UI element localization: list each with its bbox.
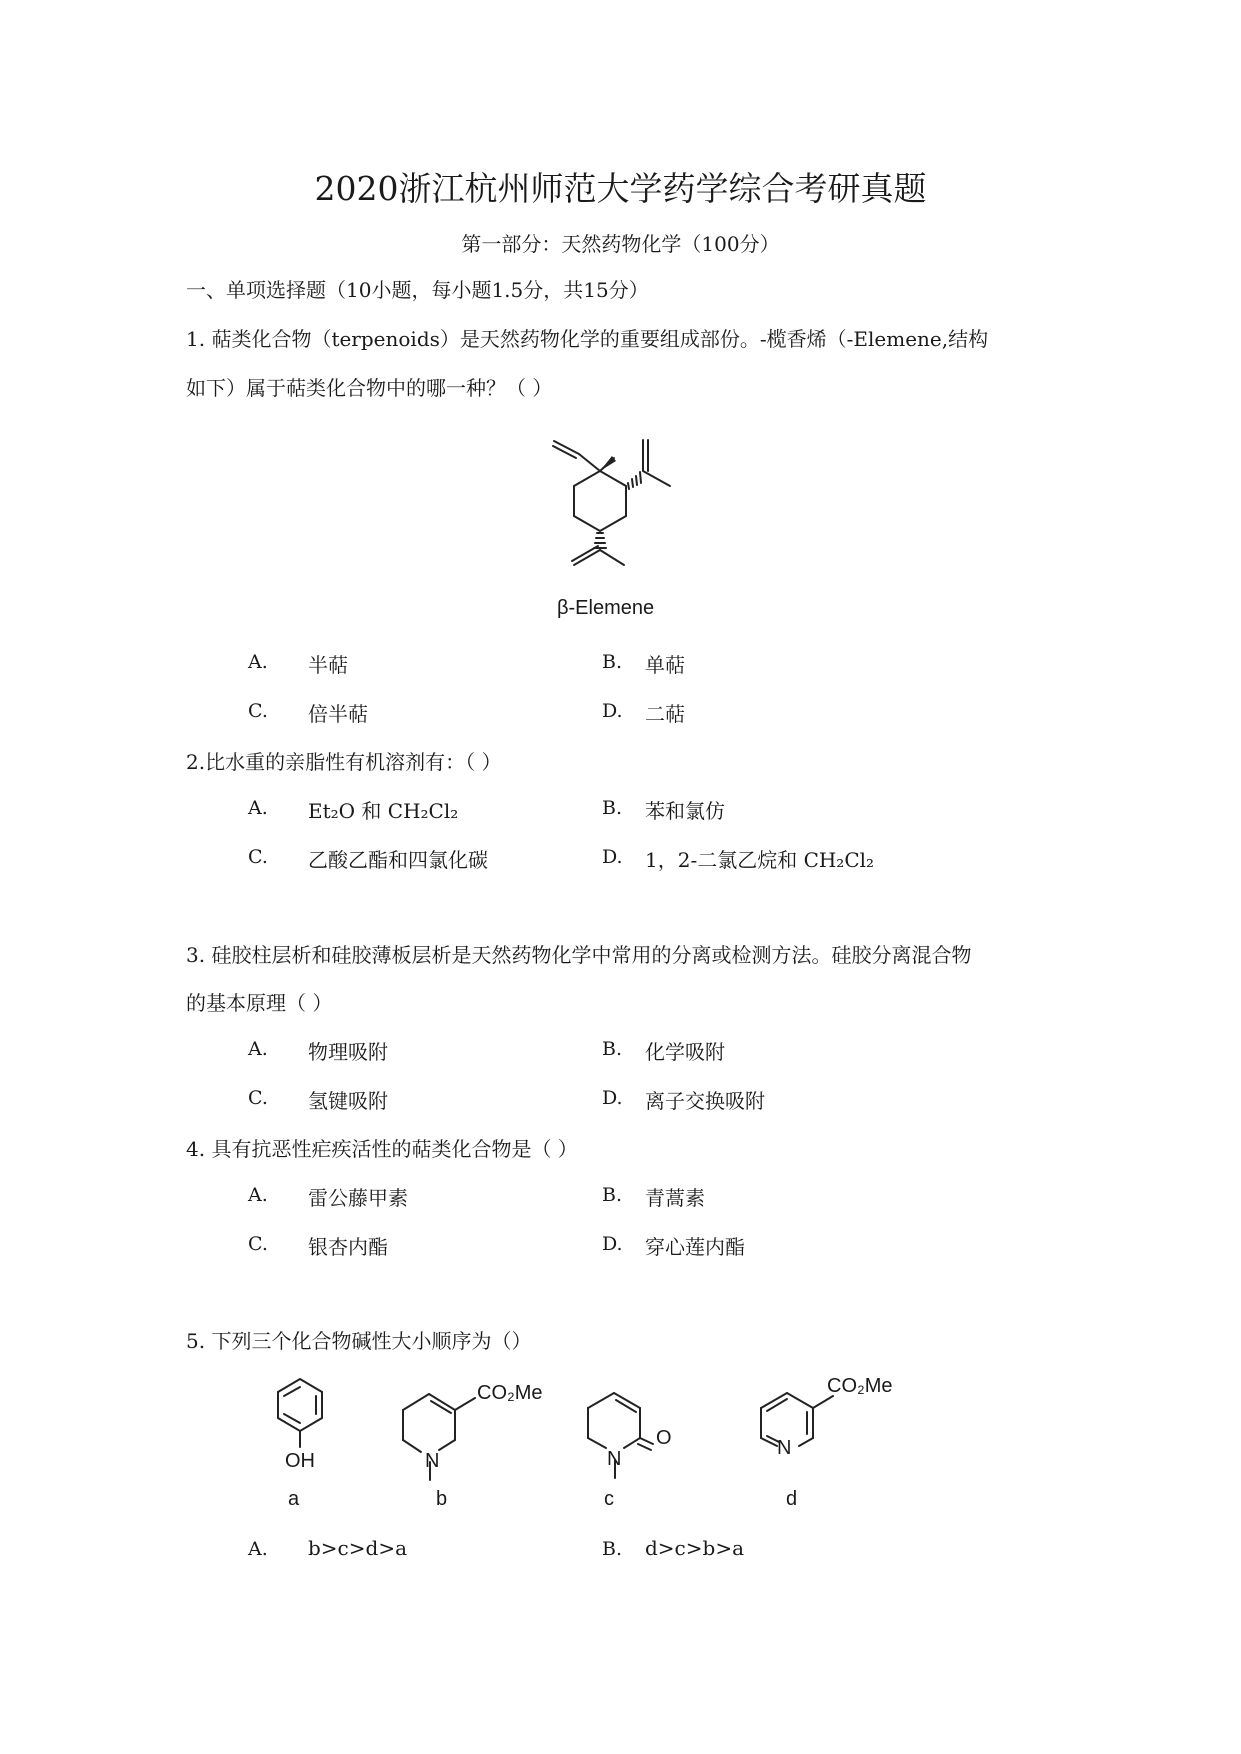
q2-option-c-letter: C. <box>248 846 268 868</box>
q3-option-a: 物理吸附 <box>308 1040 388 1064</box>
q3-option-c-letter: C. <box>248 1087 268 1109</box>
compound-c-n: N <box>607 1448 622 1470</box>
compound-b-n: N <box>425 1450 440 1472</box>
q4-option-d: 穿心莲内酯 <box>645 1235 745 1259</box>
q3-stem-line2: 的基本原理（ ） <box>186 991 333 1015</box>
q3-option-d: 离子交换吸附 <box>645 1089 765 1113</box>
section-heading: 一、单项选择题（10小题，每小题1.5分，共15分） <box>186 278 649 302</box>
q4-option-d-letter: D. <box>602 1233 623 1255</box>
q5-option-a: b>c>d>a <box>308 1536 408 1560</box>
q5-option-b: d>c>b>a <box>645 1536 745 1560</box>
q4-option-b: 青蒿素 <box>645 1186 705 1210</box>
compound-c-o: O <box>656 1427 672 1449</box>
q2-option-a: Et₂O 和 CH₂Cl₂ <box>308 799 459 823</box>
compound-c-label: c <box>604 1488 614 1510</box>
q5-stem: 5. 下列三个化合物碱性大小顺序为（） <box>186 1329 532 1353</box>
q3-option-b-letter: B. <box>602 1038 623 1060</box>
q1-option-b-letter: B. <box>602 651 623 673</box>
q3-stem-line1: 3. 硅胶柱层析和硅胶薄板层析是天然药物化学中常用的分离或检测方法。硅胶分离混合物 <box>186 943 972 967</box>
q1-option-d-letter: D. <box>602 700 623 722</box>
compound-b-label: b <box>436 1488 448 1510</box>
q1-stem-line1: 1. 萜类化合物（terpenoids）是天然药物化学的重要组成部份。-榄香烯（-Elemene,结构 <box>186 327 989 351</box>
beta-elemene-label: β-Elemene <box>557 597 655 619</box>
q5-option-b-letter: B. <box>602 1538 623 1560</box>
q1-option-b: 单萜 <box>645 653 685 677</box>
part-subtitle: 第一部分：天然药物化学（100分） <box>461 232 780 256</box>
q4-option-a: 雷公藤甲素 <box>308 1186 408 1210</box>
q2-stem: 2.比水重的亲脂性有机溶剂有：（ ） <box>186 750 502 774</box>
q4-stem: 4. 具有抗恶性疟疾活性的萜类化合物是（ ） <box>186 1137 578 1161</box>
q2-option-b: 苯和氯仿 <box>645 799 725 823</box>
q1-option-c: 倍半萜 <box>308 702 368 726</box>
q2-option-a-letter: A. <box>248 797 268 819</box>
q4-option-c-letter: C. <box>248 1233 268 1255</box>
compound-d-n: N <box>777 1437 792 1459</box>
beta-elemene-structure <box>540 420 700 600</box>
q1-option-a-letter: A. <box>248 651 268 673</box>
q1-stem-line2: 如下）属于萜类化合物中的哪一种？（ ） <box>186 376 553 400</box>
compound-d-label: d <box>786 1488 798 1510</box>
q2-option-d-letter: D. <box>602 846 623 868</box>
q4-option-a-letter: A. <box>248 1184 268 1206</box>
page-title: 2020浙江杭州师范大学药学综合考研真题 <box>314 169 927 208</box>
q1-option-d: 二萜 <box>645 702 685 726</box>
q3-option-d-letter: D. <box>602 1087 623 1109</box>
q2-option-c: 乙酸乙酯和四氯化碳 <box>308 848 488 872</box>
q4-option-b-letter: B. <box>602 1184 623 1206</box>
compound-a-oh: OH <box>285 1450 315 1472</box>
q3-option-a-letter: A. <box>248 1038 268 1060</box>
compound-a-label: a <box>288 1488 300 1510</box>
q2-option-b-letter: B. <box>602 797 623 819</box>
q2-option-d: 1，2-二氯乙烷和 CH₂Cl₂ <box>645 848 875 872</box>
q5-option-a-letter: A. <box>248 1538 268 1560</box>
q3-option-b: 化学吸附 <box>645 1040 725 1064</box>
q3-option-c: 氢键吸附 <box>308 1089 388 1113</box>
q4-option-c: 银杏内酯 <box>308 1235 388 1259</box>
compound-d-ester: CO₂Me <box>827 1375 893 1397</box>
q1-option-a: 半萜 <box>308 653 348 677</box>
compound-b-ester: CO₂Me <box>477 1382 543 1404</box>
q1-option-c-letter: C. <box>248 700 268 722</box>
